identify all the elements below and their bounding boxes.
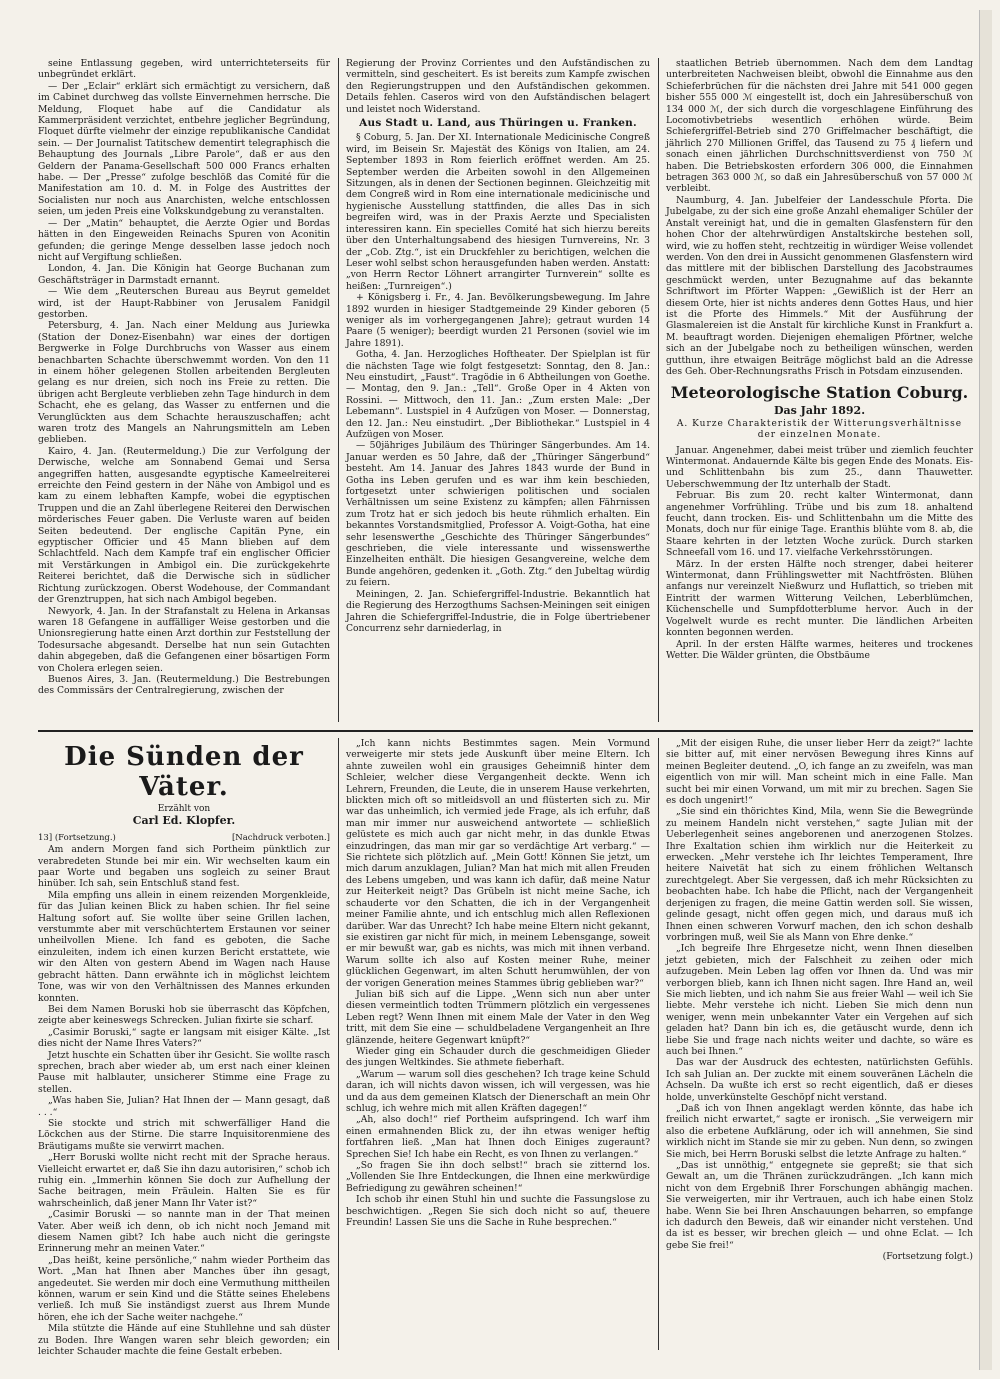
- news-paragraph: London, 4. Jan. Die Königin hat George Buchanan zum Geschäftsträger in Darmstadt ernannt.: [38, 263, 330, 286]
- story-paragraph: Am andern Morgen fand sich Portheim pünktlich zur verabredeten Stunde bei mir ein. Wir wechselten kaum ein paar Worte und begaben uns sogleich zu seiner Braut hinüber. Ich sah, sein Entschluß stand fest.: [38, 844, 330, 890]
- story-byline: Erzählt von: [157, 804, 211, 814]
- news-paragraph: — Wie dem „Reuterschen Bureau aus Beyrut gemeldet wird, ist der Haupt-Rabbiner von Jerusalem Fanidgil gestorben.: [38, 286, 330, 320]
- feuilleton-column-1: [38, 738, 330, 1358]
- feuilleton-column-2: [346, 738, 650, 1350]
- news-paragraph: + Königsberg i. Fr., 4. Jan. Bevölkerungsbewegung. Im Jahre 1892 wurden in hiesiger Stadtgemeinde 29 Kinder geboren (5 weniger als im vorhergegangenen Jahre); getraut wurden 14 Paare (5 weniger); beerdigt wurden 21 Personen (soviel wie im Jahre 1891).: [346, 292, 650, 349]
- story-text-1: [38, 844, 330, 1357]
- story-paragraph: Mila stützte die Hände auf eine Stuhllehne und sah düster zu Boden. Ihre Wangen waren sehr bleich geworden; ein leichter Schauder machte die feine Gestalt erbeben.: [38, 1323, 330, 1358]
- story-paragraph: „Sie sind ein thörichtes Kind, Mila, wenn Sie die Bewegründe zu meinem Handeln nicht verstehen,“ sagte Julian mit der Ueberlegenheit seines angeborenen und anerzogenen Stolzes. Ihre Exaltation schien ihm wirklich nur die Heiterkeit zu erwecken. „Mehr verstehe ich Ihr leichtes Temperament, Ihre heitere Naivetät hat sich zu einem fröhlichen Weltansch zurechtgelegt. Aber Sie vergessen, daß ich mehr Rücksichten zu beobachten habe. Ich habe die Pflicht, nach der Vergangenheit derjenigen zu fragen, die meine Gattin werden soll. Sie wissen, gelinde gesagt, nicht offen gegen mich, und daraus muß ich Ihnen einen schweren Vorwurf machen, den ich schon deshalb vorbringen muß, weil Sie als Mann von Ehre denke.“: [666, 806, 973, 943]
- continuation-note: (Fortsetzung folgt.): [882, 1251, 973, 1263]
- column-rule: [338, 58, 339, 722]
- news-paragraph: Naumburg, 4. Jan. Jubelfeier der Landesschule Pforta. Die Jubelgabe, zu der sich eine große Anzahl ehemaliger Schüler der Anstalt vereinigt hat, und die in gemalten Glasfenstern für den hohen Chor der altehrwürdigen Anstaltskirche bestehen soll, wird, wie zu hoffen steht, rechtzeitig in würdiger Weise vollendet werden. Von den drei in Aussicht genommenen Glasfenstern wird das mittlere mit der biblischen Darstellung des Jacobstraumes geschmückt werden, unter Bezugnahme auf das bekannte Schriftwort im Pförter Wappen: „Gewißlich ist der Herr an diesem Orte, hier ist nichts anderes denn Gottes Haus, und hier ist die Pforte des Himmels.“ Mit der Ausführung der Glasmalereien ist die Anstalt für kirchliche Kunst in Frankfurt a. M. beauftragt worden. Diejenigen ehemaligen Pförtner, welche sich an der Jubelgabe noch zu betheiligen wünschen, werden gutthun, ihre etwaigen Beiträge möglichst bald an die Adresse des Geh. Ober-Rechnungsraths Frisch in Potsdam einzusenden.: [666, 194, 973, 377]
- story-author: Carl Ed. Klopfer.: [132, 814, 236, 828]
- story-paragraph: „Casimir Boruski,“ sagte er langsam mit eisiger Kälte. „Ist dies nicht der Name Ihres Vaters?“: [38, 1026, 330, 1050]
- story-paragraph: Das war der Ausdruck des echtesten, natürlichsten Gefühls. Ich sah Julian an. Der zuckte mit einem souveränen Lächeln die Achseln. Da wußte ich erst so recht eigentlich, daß er dieses holde, unverkünstelte Geschöpf nicht verstand.: [666, 1057, 973, 1103]
- news-paragraph: — 50jähriges Jubiläum des Thüringer Sängerbundes. Am 14. Januar werden es 50 Jahre, daß der „Thüringer Sängerbund“ besteht. Am 14. Januar des Jahres 1843 wurde der Bund in Gotha ins Leben gerufen und es war ihm kein beschieden, fortgesetzt unter schwierigen politischen und socialen Verhältnissen um seine Existenz zu kämpfen; allen Fährnissen zum Trotz hat er sich jedoch bis heute rühmlich erhalten. Ein bekanntes Vorstandsmitglied, Professor A. Voigt-Gotha, hat eine sehr lesenswerthe „Geschichte des Thüringer Sängerbundes“ geschrieben, die viele interessante und wissenswerthe Einzelheiten enthält. Die hiesigen Gesangvereine, welche dem Bunde angehören, gedenken it. „Goth. Ztg.“ den Jubeltag würdig zu feiern.: [346, 440, 650, 589]
- story-paragraph: Mila empfing uns allein in einem reizenden Morgenkleide, für das Julian keinen Blick zu haben schien. Ihr fiel seine Haltung sofort auf. Sie wollte über seine Grillen lachen, verstummte aber mit verschüchtertem Erstaunen vor seiner unheilvollen Miene. Ich fand es geboten, die Sache einzuleiten, indem ich einen kurzen Bericht erstattete, wie wir den Alten von gestern Abend im Wagen nach Hause gebracht hätten. Dann erwähnte ich in möglichst leichtem Tone, was wir von den Verhältnissen des Mannes erkunden konnten.: [38, 889, 330, 1004]
- installment-number: 13] (Fortsetzung.): [38, 832, 116, 843]
- weather-paragraph: März. In der ersten Hälfte noch strenger, dabei heiterer Wintermonat, dann Frühlingswetter mit Nachtfrösten. Blühen anfangs nur vereinzelt Nießwurz und Huflattich, so trieben mit Eintritt der warmen Witterung Veilchen, Leberblümchen, Küchenschelle und Sumpfdotterblume hervor. Auch in der Vogelwelt wurde es recht munter. Die ländlichen Arbeiten konnten begonnen werden.: [666, 558, 973, 639]
- story-paragraph: „Ah, also doch!“ rief Portheim aufspringend. Ich warf ihm einen ermahnenden Blick zu, der ihn etwas weniger heftig fortfahren ließ. „Man hat Ihnen doch Einiges zugeraunt? Sprechen Sie! Ich habe ein Recht, es von Ihnen zu verlangen.“: [346, 1114, 650, 1160]
- news-paragraph: § Coburg, 5. Jan. Der XI. Internationale Medicinische Congreß wird, im Beisein Sr. Majestät des Königs von Italien, am 24. September 1893 in Rom feierlich eröffnet werden. Am 25. September werden die Arbeiten sowohl in den Allgemeinen Sitzungen, als in denen der Sectionen beginnen. Gleichzeitig mit dem Congreß wird in Rom eine internationale medicinische und hygienische Ausstellung stattfinden, die alles Das in sich begreifen wird, was in der Praxis Aerzte und Specialisten interessiren kann. Ein specielles Comité hat sich hierzu bereits über den Unterhaltungsabend des hiesigen Turnvereins, Nr. 3 der „Cob. Ztg.“, ist ein Druckfehler zu berichtigen, welchen die Leser wohl selbst schon herausgefunden haben werden. Anstatt: „von Herrn Rector Löhnert arrangirter Turnverein“ sollte es heißen: „Turnreigen“.): [346, 132, 650, 292]
- news-paragraph: Buenos Aires, 3. Jan. (Reutermeldung.) Die Bestrebungen des Commissärs der Centralregierung, zwischen der: [38, 673, 330, 697]
- story-paragraph: „Was haben Sie, Julian? Hat Ihnen der — Mann gesagt, daß . . .“: [38, 1095, 330, 1118]
- story-paragraph: „Casimir Boruski — so nannte man in der That meinen Vater. Aber weiß ich denn, ob ich nicht noch Jemand mit diesem Namen gibt? Ich habe auch nicht die geringste Erinnerung mehr an meinen Vater.“: [38, 1209, 330, 1255]
- newspaper-page: [38, 58, 973, 1358]
- story-paragraph: „Daß ich von Ihnen angeklagt werden könnte, das habe ich freilich nicht erwartet,“ sagte er ironisch. „Sie verweigern mir also die erbetene Aufklärung, oder ich will annehmen, Sie sind wirklich nicht im Stande sie mir zu geben. Nun denn, so zwingen Sie mich, bei Herrn Boruski selbst die letzte Anfrage zu halten.“: [666, 1103, 973, 1160]
- story-paragraph: „Ich begreife Ihre Ehrgesetze nicht, wenn Ihnen dieselben jetzt gebieten, mich der Falschheit zu zeihen oder mich aufzugeben. Mein Leben lag offen vor Ihnen da. Und was mir verborgen blieb, kann ich Ihnen nicht sagen. Ihre Hand an, weil Sie mich liebten, und ich nahm Sie aus freier Wahl — weil ich Sie liebte. Mehr verstehe ich nicht. Lieben Sie mich denn nun weniger, wenn mein unbekannter Vater ein Vergehen auf sich geladen hat? Dann bin ich es, die getäuscht wurde, denn ich liebe Sie und frage nach nichts weiter und dachte, so wäre es auch bei Ihnen.“: [666, 943, 973, 1057]
- story-paragraph: „Mit der eisigen Ruhe, die unser lieber Herr da zeigt?“ lachte sie bitter auf, mit einer nervösen Bewegung ihres Kinns auf meinen Begleiter deutend. „O, ich fange an zu zweifeln, was man eigentlich von mir will. Man scheint mich in eine Falle. Man sucht bei mir einen Vorwand, um mit mir zu brechen. Sagen Sie es doch ungenirt!“: [666, 738, 973, 807]
- col2-intro: Regierung der Provinz Corrientes und den Aufständischen zu vermitteln, sind gescheitert. Es ist bereits zum Kampfe zwischen den Regierungstruppen und den Aufständischen gekommen. Details fehlen. Caseros wird von den Aufständischen belagert und leistet noch Widerstand.: [346, 58, 650, 115]
- story-paragraph: Wieder ging ein Schauder durch die geschmeidigen Glieder des jungen Weltkindes. Sie athmete fieberhaft.: [346, 1045, 650, 1069]
- installment-row: [38, 833, 330, 844]
- weather-paragraph: Februar. Bis zum 20. recht kalter Wintermonat, dann angenehmer Vorfrühling. Trübe und bis zum 18. anhaltend feucht, dann trocken. Eis- und Schlittenbahn um die Mitte des Monats, doch nur für einige Tage. Eranthis blühte vom 8. ab, die Staare kehrten in der letzten Woche zurück. Durch starken Schneefall vom 16. und 17. vielfache Verkehrsstörungen.: [666, 490, 973, 559]
- story-paragraph: „Ich kann nichts Bestimmtes sagen. Mein Vormund verweigerte mir stets jede Auskunft über meine Eltern. Ich ahnte zuweilen wohl ein grausiges Geheimniß hinter dem Schleier, welcher diese Vergangenheit deckte. Wenn ich Lehrern, Freunden, die Leute, die in unserem Hause verkehrten, blickten mich oft so mitleidsvoll an und flüsterten sich zu. Mir war das unheimlich, ich vermied jede Frage, als ich erfuhr, daß man mir immer nur ausweichend antwortete — schließlich gelüstete es mich auch gar nicht mehr, in das dunkle Etwas einzudringen, das man mir gar so verdächtige Art verbarg.“ — Sie richtete sich plötzlich auf. „Mein Gott! Können Sie jetzt, um mich darum anzuklagen, Julian? Man hat mich mit allen Freuden des Lebens umgeben, und was kann ich dafür, daß meine Natur zur Heiterkeit neigt? Das Grübeln ist nicht meine Sache, ich schauderte vor den Schatten, die ich in der Vergangenheit meiner Familie ahnte, und ich entschlug mich allen Reflexionen darüber. War das Unrecht? Ich habe meine Eltern nicht gekannt, sie existiren gar nicht für mich, in meinem Lebensgange, soweit er mir bewußt war, gab es nichts, was mich mit ihnen verband. Warum sollte ich also auf Kosten meiner Ruhe, meiner glücklichen Gegenwart, im alten Schutt herumwühlen, der von der vorigen Generation meines Stammes übrig geblieben war?“: [346, 738, 650, 989]
- news-paragraph: Newyork, 4. Jan. In der Strafanstalt zu Helena in Arkansas waren 18 Gefangene in auffälliger Weise gestorben und die Unionsregierung hatte einen Arzt dorthin zur Feststellung der Todesursache abgesandt. Derselbe hat nun sein Gutachten dahin abgegeben, daß die Gefangenen einer bösartigen Form von Cholera erlegen seien.: [38, 605, 330, 674]
- news-paragraph: seine Entlassung gegeben, wird unterrichteterseits für unbegründet erklärt.: [38, 58, 330, 81]
- regional-news-continued: [666, 58, 973, 377]
- section-divider: [38, 730, 973, 732]
- news-paragraph: — Der „Eclair“ erklärt sich ermächtigt zu versichern, daß im Cabinet durchweg das vollste Einvernehmen herrsche. Die Meldung, Floquet habe auf die Candidatur als Kammerpräsident verzichtet, entbehre jeglicher Begründung, Floquet dürfte vielmehr der einzige republikanische Candidat sein. — Der Journalist Tatitschew dementirt telegraphisch die Behauptung des Journals „Libre Parole“, daß er aus den Geldern der Panama-Gesellschaft 500 000 Francs erhalten habe. — Der „Presse“ zufolge beschlöß das Comité für die Manifestation am 10. d. M. in Folge des Austrittes der Socialisten nur noch aus Anarchisten, welche entschlossen seien, um jeden Preis eine Volkskundgebung zu veranstalten.: [38, 80, 330, 218]
- weather-paragraph: Januar. Angenehmer, dabei meist trüber und ziemlich feuchter Wintermonat. Andauernde Kälte bis gegen Ende des Monats. Eis- und Schlittenbahn bis zum 25., dann Thauwetter. Ueberschwemmung der Itz unterhalb der Stadt.: [666, 444, 973, 490]
- story-paragraph: Jetzt huschte ein Schatten über ihr Gesicht. Sie wollte rasch sprechen, brach aber wieder ab, um erst nach einer kleinen Pause mit halblauter, unsicherer Stimme eine Frage zu stellen.: [38, 1049, 330, 1095]
- story-title: Die Sünden der Väter.: [64, 742, 304, 802]
- story-paragraph: „So fragen Sie ihn doch selbst!“ brach sie zitternd los. „Vollenden Sie Ihre Entdeckungen, die Ihnen eine merkwürdige Befriedigung zu gewähren scheinen!“: [346, 1160, 650, 1194]
- story-paragraph: Sie stockte und strich mit schwerfälliger Hand die Löckchen aus der Stirne. Die starre Inquisitorenmiene des Bräutigams mußte sie verwirrt machen.: [38, 1117, 330, 1152]
- news-paragraph: Meiningen, 2. Jan. Schiefergriffel-Industrie. Bekanntlich hat die Regierung des Herzogthums Sachsen-Meiningen seit einigen Jahren die Schiefergriffel-Industrie, die in Folge übertriebener Concurrenz sehr darniederlag, in: [346, 588, 650, 634]
- meteorology-body: [666, 445, 973, 662]
- regional-news-body: [346, 132, 650, 634]
- scan-edge: [979, 10, 992, 1370]
- meteorology-subtitle: A. Kurze Charakteristik der Witterungsverhältnisse der einzelnen Monate.: [676, 418, 963, 441]
- news-paragraph: — Der „Matin“ behauptet, die Aerzte Ogier und Bordas hätten in den Eingeweiden Reinachs Spuren von Aconitin gefunden; die geringe Menge desselben lasse jedoch noch nicht auf Vergiftung schließen.: [38, 217, 330, 263]
- news-paragraph: Kairo, 4. Jan. (Reutermeldung.) Die zur Verfolgung der Derwische, welche am Sonnabend Gemai und Sersa angegriffen hatten, ausgesandte egyptische Kameelreiterei erreichte den Feind gestern in der Nähe von Ambigol und es kam zu einem lebhaften Kampfe, wobei die egyptischen Truppen und die an Zahl überlegene Reiterei den Derwischen mörderisches Feuer gaben. Die Verluste waren auf beiden Seiten bedeutend. Der englische Capitän Pyne, ein egyptischer Officier und 45 Mann blieben auf dem Schlachtfeld. Nach dem Kampfe traf ein englischer Officier mit Verstärkungen in Ambigol ein. Die zurückgekehrte Reiterei berichtet, daß die Derwische sich in südlicher Richtung zurückzogen. Oberst Wodehouse, der Commandant der Grenztruppen, hat sich nach Ambigol begeben.: [38, 445, 330, 606]
- section-heading-regional: Aus Stadt u. Land, aus Thüringen u. Franken.: [359, 117, 637, 130]
- story-paragraph: „Warum — warum soll dies geschehen? Ich trage keine Schuld daran, ich will nichts davon wissen, ich will vergessen, was hie und da aus dem gemeinen Klatsch der Dienerschaft an mein Ohr schlug, ich wehre mich mit allen Kräften dagegen!“: [346, 1068, 650, 1114]
- weather-paragraph: April. In der ersten Hälfte warmes, heiteres und trockenes Wetter. Die Wälder grünten, die Obstbäume: [666, 638, 973, 661]
- news-paragraph: staatlichen Betrieb übernommen. Nach dem dem Landtag unterbreiteten Nachweisen bleibt, obwohl die Einnahme aus den Schieferbrüchen für die nächsten drei Jahre mit 541 000 gegen bisher 555 000 ℳ eingestellt ist, doch ein Jahresüberschuß von 134 000 ℳ, der sich durch die vorgeschlagene Einführung des Locomotivbetriebs wesentlich erhöhen würde. Beim Schiefergriffel-Betrieb sind 270 Griffelmacher beschäftigt, die jährlich 270 Millionen Griffel, das Tausend zu 75 ₰ liefern und sonach einen jährlichen Durchschnittsverdienst von 750 ℳ haben. Die Betriebskosten erfordern 306 000, die Einnahmen betragen 363 000 ℳ, so daß ein Jahresüberschuß von 57 000 ℳ verbleibt.: [666, 58, 973, 195]
- news-column-3: [666, 58, 973, 722]
- reprint-notice: [Nachdruck verboten.]: [231, 832, 330, 843]
- story-paragraph: „Das heißt, keine persönliche,“ nahm wieder Portheim das Wort. „Man hat Ihnen aber Manches über ihn gesagt, angedeutet. Sie werden mir doch eine Vermuthung mittheilen können, warum er sein Kind und die Stätte seines Ehelebens verließ. Ich muß Sie inständigst zuerst aus Ihrem Munde hören, ehe ich der Sache weiter nachgehe.“: [38, 1254, 330, 1323]
- column-rule: [338, 738, 339, 1350]
- story-paragraph: „Herr Boruski wollte nicht recht mit der Sprache heraus. Vielleicht erwartet er, daß Sie ihn dazu autorisiren,“ schob ich ruhig ein. „Immerhin können Sie doch zur Aufhellung der Sache beitragen, mein Fräulein. Halten Sie es für wahrscheinlich, daß jener Mann Ihr Vater ist?“: [38, 1152, 330, 1209]
- story-paragraph: Ich schob ihr einen Stuhl hin und suchte die Fassungslose zu beschwichtigen. „Regen Sie sich doch nicht so auf, theuere Freundin! Lassen Sie uns die Sache in Ruhe besprechen.“: [346, 1194, 650, 1229]
- story-paragraph: „Das ist unnöthig,“ entgegnete sie gepreßt; sie that sich Gewalt an, um die Thränen zurückzudrängen. „Ich kann mich nicht von dem Ergebniß Ihrer Forschungen abhängig machen. Sie verweigerten, mir ihr Vertrauen, auch ich habe einen Stolz habe. Wenn Sie bei Ihren Anschauungen beharren, so empfange ich dadurch den Beweis, daß wir einander nicht verstehen. Und da ist es besser, wir brechen gleich — und ohne Eclat. — Ich gebe Sie frei!“: [666, 1160, 973, 1251]
- news-paragraph: Gotha, 4. Jan. Herzogliches Hoftheater. Der Spielplan ist für die nächsten Tage wie folgt festgesetzt: Sonntag, den 8. Jan.: Neu einstudirt, „Faust“. Tragödie in 6 Abtheilungen von Goethe. — Montag, den 9. Jan.: „Tell“. Große Oper in 4 Akten von Rossini. — Mittwoch, den 11. Jan.: „Zum ersten Male: „Der Lebemann“. Lustspiel in 4 Aufzügen von Moser. — Donnerstag, den 12. Jan.: Neu einstudirt. „Der Bibliothekar.“ Lustspiel in 4 Aufzügen von Moser.: [346, 349, 650, 440]
- story-paragraph: Bei dem Namen Boruski hob sie überrascht das Köpfchen, zeigte aber keineswegs Schrecken. Julian fixirte sie scharf.: [38, 1003, 330, 1027]
- news-column-1: [38, 58, 330, 722]
- meteorology-title: Meteorologische Station Coburg.: [670, 383, 969, 403]
- news-paragraph: Petersburg, 4. Jan. Nach einer Meldung aus Juriewka (Station der Donez-Eisenbahn) war eines der dortigen Bergwerke in Folge Durchbruchs von Wasser aus einem benachbarten Schachte überschwemmt worden. Von den 11 in einem höher gelegenen Stollen arbeitenden Bergleuten gelang es nur dreien, sich noch ins Freie zu retten. Die übrigen acht Bergleute verblieben zehn Tage hindurch in dem Schacht, ehe es gelang, das Wasser zu entfernen und die Verunglückten aus dem Schachte herauszuschaffen; acht waren trotz des Mangels an Nahrungsmitteln am Leben geblieben.: [38, 320, 330, 446]
- story-paragraph: Julian biß sich auf die Lippe. „Wenn sich nun aber unter diesen vermeintlich todten Trümmern plötzlich ein vergessenes Leben regt? Wenn Ihnen mit einem Male der Vater in den Weg tritt, mit dem Sie eine — schuldbeladene Vergangenheit an Ihre glänzende, heitere Gegenwart knüpft?“: [346, 988, 650, 1046]
- column-rule: [658, 738, 659, 1350]
- news-column-2: [346, 58, 650, 722]
- meteorology-year: Das Jahr 1892.: [773, 404, 866, 418]
- feuilleton-column-3: [666, 738, 973, 1350]
- story-text-3: [666, 738, 973, 1251]
- column-rule: [658, 58, 659, 722]
